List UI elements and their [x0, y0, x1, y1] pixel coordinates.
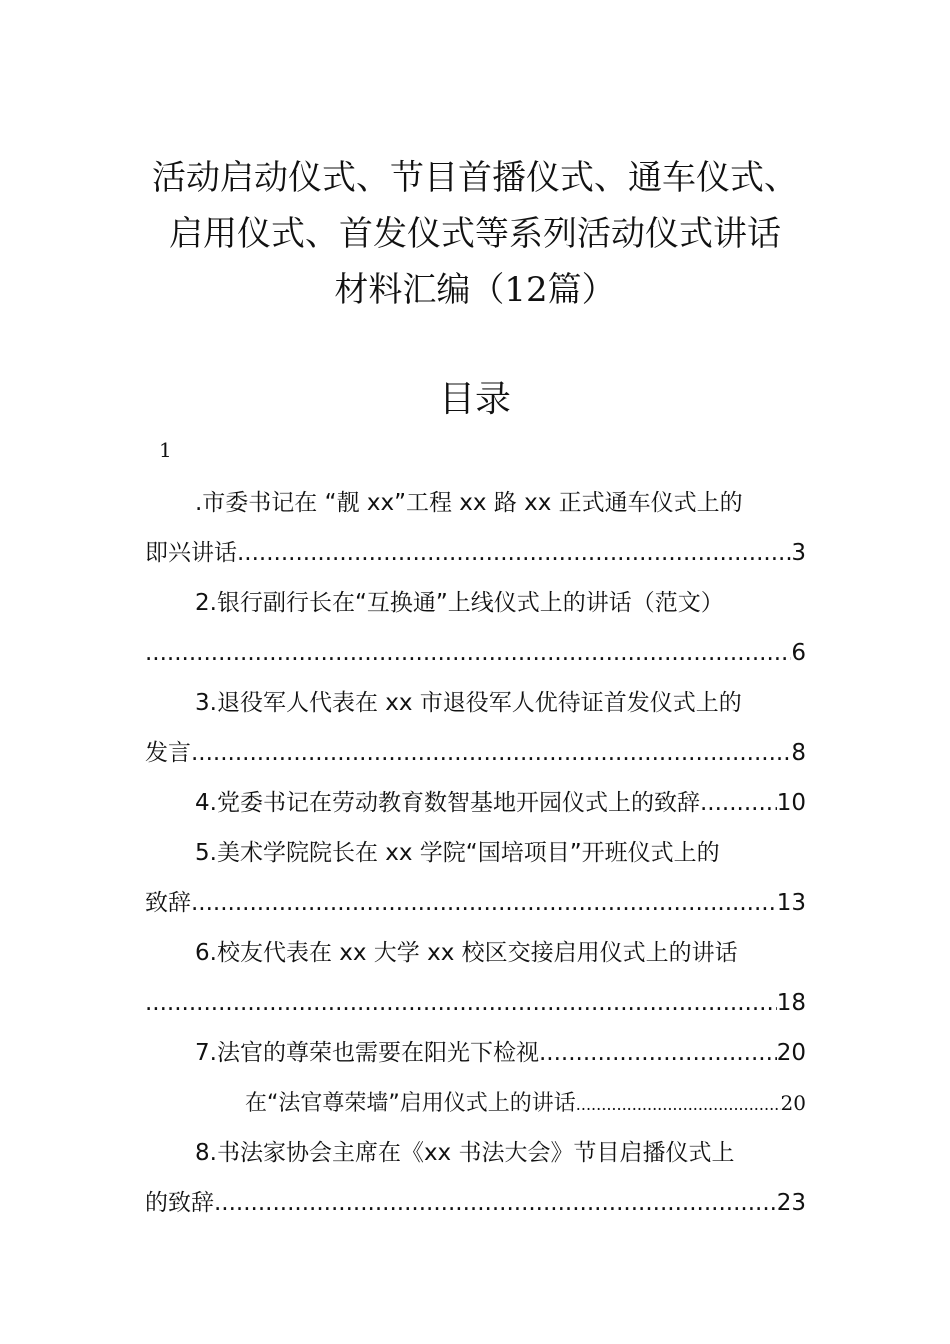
- toc-entry-1-line1[interactable]: .市委书记在 “靓 xx”工程 xx 路 xx 正式通车仪式上的: [195, 490, 743, 516]
- title-line-3-post: 篇）: [547, 270, 616, 310]
- leader-dots: [539, 1028, 777, 1078]
- leader-dots: [191, 878, 777, 928]
- toc-entry-8-line2[interactable]: 的致辞 ..... 23: [145, 1178, 806, 1228]
- toc-page-number: 18: [776, 990, 806, 1016]
- title-count: 12: [504, 270, 548, 310]
- toc-entry-5-line1[interactable]: 5.美术学院院长在 xx 学院“国培项目”开班仪式上的: [195, 840, 720, 866]
- leader-dots: [145, 628, 791, 678]
- toc-page-number: 13: [776, 890, 806, 916]
- leader-dots: [214, 1178, 777, 1228]
- toc-entry-3-line2[interactable]: 发言 ..... 8: [145, 728, 806, 778]
- toc-page-number: 20: [776, 1040, 806, 1066]
- leader-dots: [700, 778, 777, 828]
- table-of-contents: [145, 478, 806, 1228]
- toc-entry-6-line2[interactable]: [145, 978, 806, 1028]
- toc-entry-4[interactable]: 4.党委书记在劳动教育数智基地开园仪式上的致辞 ..... 10: [145, 778, 806, 828]
- title-line-1: 活动启动仪式、节目首播仪式、通车仪式、: [152, 158, 798, 198]
- toc-heading: 目录: [438, 379, 511, 420]
- leader-dots: [191, 728, 791, 778]
- toc-entry-6-line1[interactable]: 6.校友代表在 xx 大学 xx 校区交接启用仪式上的讲话: [195, 940, 738, 966]
- toc-entry-8-line1[interactable]: 8.书法家协会主席在《xx 书法大会》节目启播仪式上: [195, 1140, 735, 1166]
- leader-dots: [237, 528, 791, 578]
- toc-page-number: 3: [791, 540, 806, 566]
- title-line-3-pre: 材料汇编（: [334, 270, 505, 310]
- toc-page-number: 10: [776, 790, 806, 816]
- toc-entry-5-line2[interactable]: 致辞 ..... 13: [145, 878, 806, 928]
- toc-page-number: 8: [791, 740, 806, 766]
- toc-page-number: 20: [780, 1091, 806, 1115]
- document-title: [0, 150, 950, 318]
- toc-entry-7[interactable]: 7.法官的尊荣也需要在阳光下检视 ..... 20: [145, 1028, 806, 1078]
- leader-dots: [576, 1079, 781, 1128]
- title-line-2: 启用仪式、首发仪式等系列活动仪式讲话: [169, 214, 781, 254]
- toc-entry-3-line1[interactable]: 3.退役军人代表在 xx 市退役军人优待证首发仪式上的: [195, 690, 742, 716]
- toc-marker: 1: [159, 438, 172, 462]
- toc-subentry[interactable]: 在“法官尊荣墙”启用仪式上的讲话 ..... 20: [145, 1078, 806, 1128]
- leader-dots: [145, 978, 777, 1028]
- toc-page-number: 23: [776, 1190, 806, 1216]
- toc-page-number: 6: [791, 640, 806, 666]
- toc-entry-2-line2[interactable]: [145, 628, 806, 678]
- title-line-3: [0, 262, 950, 318]
- toc-entry-1-line2[interactable]: 即兴讲话 ..... 3: [145, 528, 806, 578]
- toc-entry-2-line1[interactable]: 2.银行副行长在“互换通”上线仪式上的讲话（范文）: [195, 590, 724, 616]
